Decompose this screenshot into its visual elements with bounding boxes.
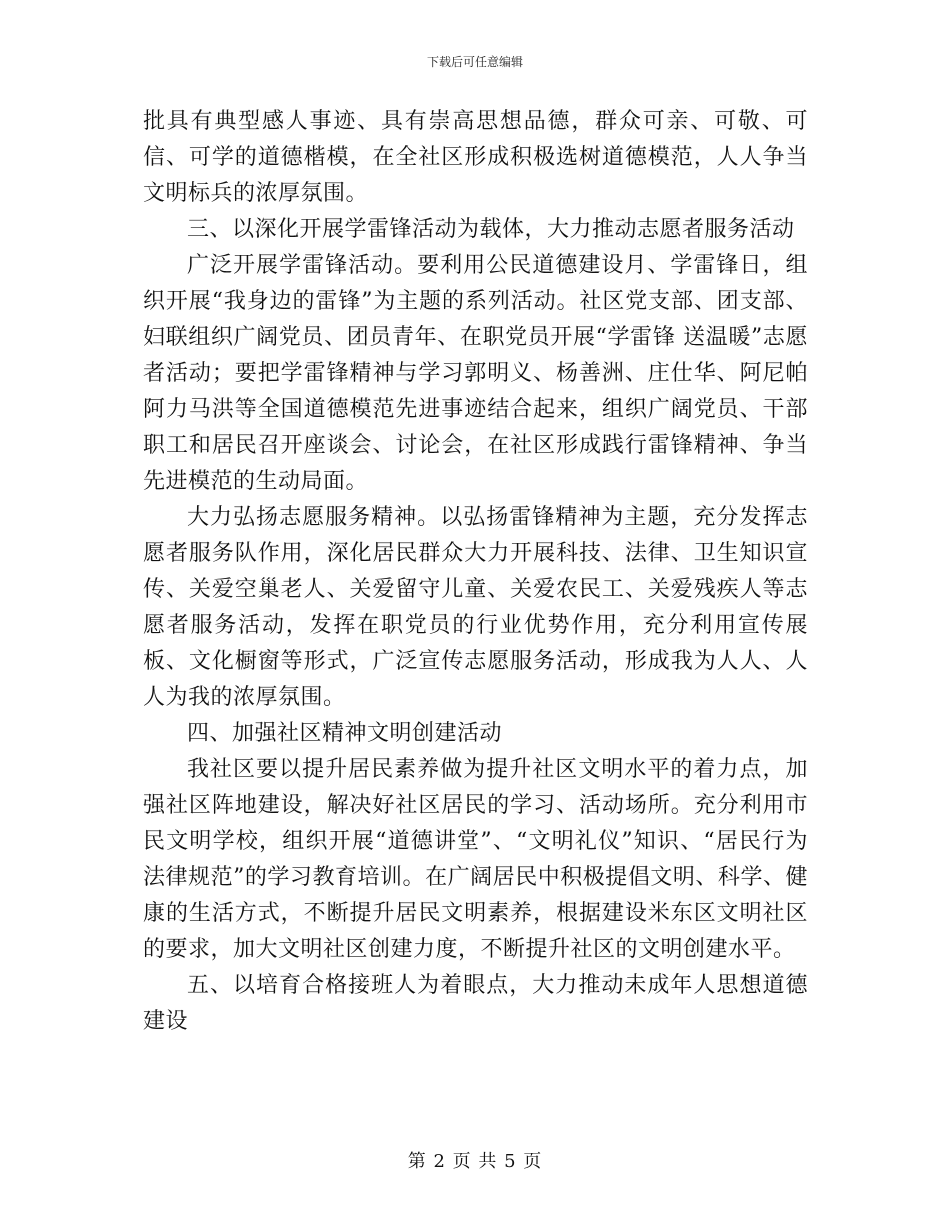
section-heading: 三、以深化开展学雷锋活动为载体，大力推动志愿者服务活动 [187,217,795,242]
section-heading: 四、加强社区精神文明创建活动 [187,721,503,746]
page-number: 第 2 页 共 5 页 [407,1151,543,1172]
section-heading: 五、以培育合格接班人为着眼点，大力推动未成年人思想道德建设 [143,973,808,1034]
paragraph: 广泛开展学雷锋活动。要利用公民道德建设月、学雷锋日，组织开展“我身边的雷锋”为主题的系列活动。社区党支部、团支部、妇联组织广阔党员、团员青年、在职党员开展“学雷锋 送温暖”志愿者活动；要把学雷锋精神与学习郭明义、杨善洲、庄仕华、阿尼帕 阿力马洪等全国道德模范先进事迹结合起来，组织广阔党员、干部职工和居民召开座谈会、讨论会，在社区形成践行雷锋精神、争当先进模范的生动局面。 [143,253,808,494]
document-body [143,104,808,1040]
page-header: 下载后可任意编辑 [426,55,523,69]
paragraph: 批具有典型感人事迹、具有崇高思想品德，群众可亲、可敬、可信、可学的道德楷模，在全社区形成积极选树道德模范，人人争当文明标兵的浓厚氛围。 [143,109,808,206]
paragraph: 我社区要以提升居民素养做为提升社区文明水平的着力点，加强社区阵地建设，解决好社区居民的学习、活动场所。充分利用市民文明学校，组织开展“道德讲堂”、“文明礼仪”知识、“居民行为法律规范”的学习教育培训。在广阔居民中积极提倡文明、科学、健康的生活方式，不断提升居民文明素养，根据建设米东区文明社区的要求，加大文明社区创建力度，不断提升社区的文明创建水平。 [143,757,808,962]
paragraph: 大力弘扬志愿服务精神。以弘扬雷锋精神为主题，充分发挥志愿者服务队作用，深化居民群众大力开展科技、法律、卫生知识宣传、关爱空巢老人、关爱留守儿童、关爱农民工、关爱残疾人等志愿者服务活动，发挥在职党员的行业优势作用，充分利用宣传展板、文化橱窗等形式，广泛宣传志愿服务活动，形成我为人人、人人为我的浓厚氛围。 [143,505,808,710]
